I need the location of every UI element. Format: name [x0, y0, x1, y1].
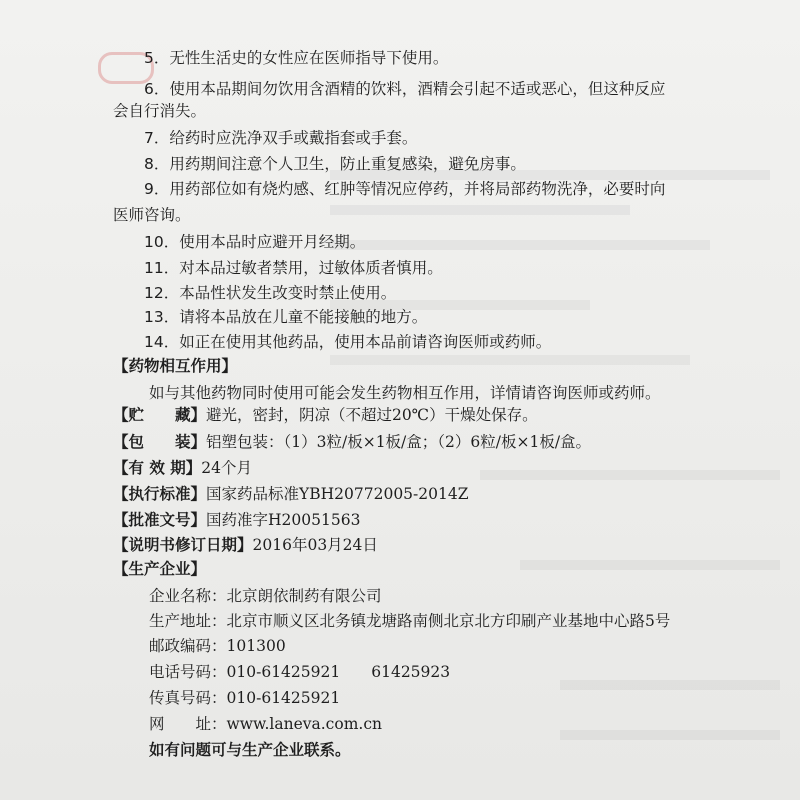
manufacturer-phone-row	[149, 662, 450, 682]
revision-value: 2016年03月24日	[252, 536, 378, 554]
precaution-item-11: 11．对本品过敏者禁用，过敏体质者慎用。	[144, 259, 443, 277]
storage-row	[113, 405, 538, 425]
manufacturer-name: 北京朗依制药有限公司	[226, 587, 382, 605]
interactions-heading: 【药物相互作用】	[113, 357, 238, 375]
manufacturer-web-label: 网 址：	[149, 715, 227, 733]
precaution-item-9: 9．用药部位如有烧灼感、红肿等情况应停药，并将局部药物洗净，必要时向	[144, 180, 666, 198]
manufacturer-postcode: 101300	[226, 637, 286, 655]
precaution-item-6: 6．使用本品期间勿饮用含酒精的饮料，酒精会引起不适或恶心，但这种反应	[144, 80, 666, 98]
revision-row	[113, 535, 378, 555]
standard-row	[113, 484, 469, 504]
manufacturer-name-row	[149, 586, 382, 606]
approval-value: 国药准字H20051563	[206, 511, 361, 529]
validity-value: 24个月	[201, 459, 253, 477]
show-through-line	[330, 240, 710, 250]
precaution-item-8: 8．用药期间注意个人卫生，防止重复感染，避免房事。	[144, 155, 526, 173]
precaution-item-14: 14．如正在使用其他药品，使用本品前请咨询医师或药师。	[144, 333, 552, 351]
manufacturer-address-label: 生产地址：	[149, 612, 227, 630]
approval-label: 【批准文号】	[113, 511, 207, 529]
precaution-item-9-cont: 医师咨询。	[113, 206, 191, 224]
show-through-line	[330, 205, 630, 215]
standard-label: 【执行标准】	[113, 485, 207, 503]
interactions-text: 如与其他药物同时使用可能会发生药物相互作用，详情请咨询医师或药师。	[149, 384, 661, 402]
manufacturer-postcode-label: 邮政编码：	[149, 637, 227, 655]
manufacturer-fax: 010-61425921	[226, 689, 341, 707]
show-through-line	[560, 730, 780, 740]
manufacturer-fax-row	[149, 688, 340, 708]
show-through-line	[520, 560, 780, 570]
precaution-item-12: 12．本品性状发生改变时禁止使用。	[144, 284, 397, 302]
storage-label: 【贮 藏】	[113, 406, 207, 424]
standard-value: 国家药品标准YBH20772005-2014Z	[206, 485, 469, 503]
manufacturer-phone-label: 电话号码：	[149, 663, 227, 681]
manufacturer-web-row	[149, 714, 382, 734]
manufacturer-web: www.laneva.com.cn	[226, 715, 382, 733]
precaution-item-6-cont: 会自行消失。	[113, 102, 207, 120]
packaging-value: 铝塑包装：（1）3粒/板×1板/盒；（2）6粒/板×1板/盒。	[206, 433, 592, 451]
precaution-item-10: 10．使用本品时应避开月经期。	[144, 233, 366, 251]
storage-value: 避光，密封，阴凉（不超过20℃）干燥处保存。	[206, 406, 538, 424]
manufacturer-address: 北京市顺义区北务镇龙塘路南侧北京北方印刷产业基地中心路5号	[226, 612, 671, 630]
validity-label: 【有 效 期】	[113, 459, 202, 477]
manufacturer-fax-label: 传真号码：	[149, 689, 227, 707]
contact-note: 如有问题可与生产企业联系。	[149, 741, 351, 759]
packaging-row	[113, 432, 591, 452]
manufacturer-heading: 【生产企业】	[113, 560, 207, 578]
show-through-line	[560, 680, 780, 690]
precaution-item-5: 5．无性生活史的女性应在医师指导下使用。	[144, 49, 449, 67]
precaution-item-7: 7．给药时应洗净双手或戴指套或手套。	[144, 129, 418, 147]
manufacturer-name-label: 企业名称：	[149, 587, 227, 605]
manufacturer-address-row	[149, 611, 670, 631]
manufacturer-phone: 010-61425921 61425923	[226, 663, 451, 681]
approval-row	[113, 510, 360, 530]
manufacturer-postcode-row	[149, 636, 286, 656]
show-through-line	[480, 470, 780, 480]
packaging-label: 【包 装】	[113, 433, 207, 451]
validity-row	[113, 458, 252, 478]
show-through-line	[330, 355, 690, 365]
revision-label: 【说明书修订日期】	[113, 536, 253, 554]
precaution-item-13: 13．请将本品放在儿童不能接触的地方。	[144, 308, 428, 326]
